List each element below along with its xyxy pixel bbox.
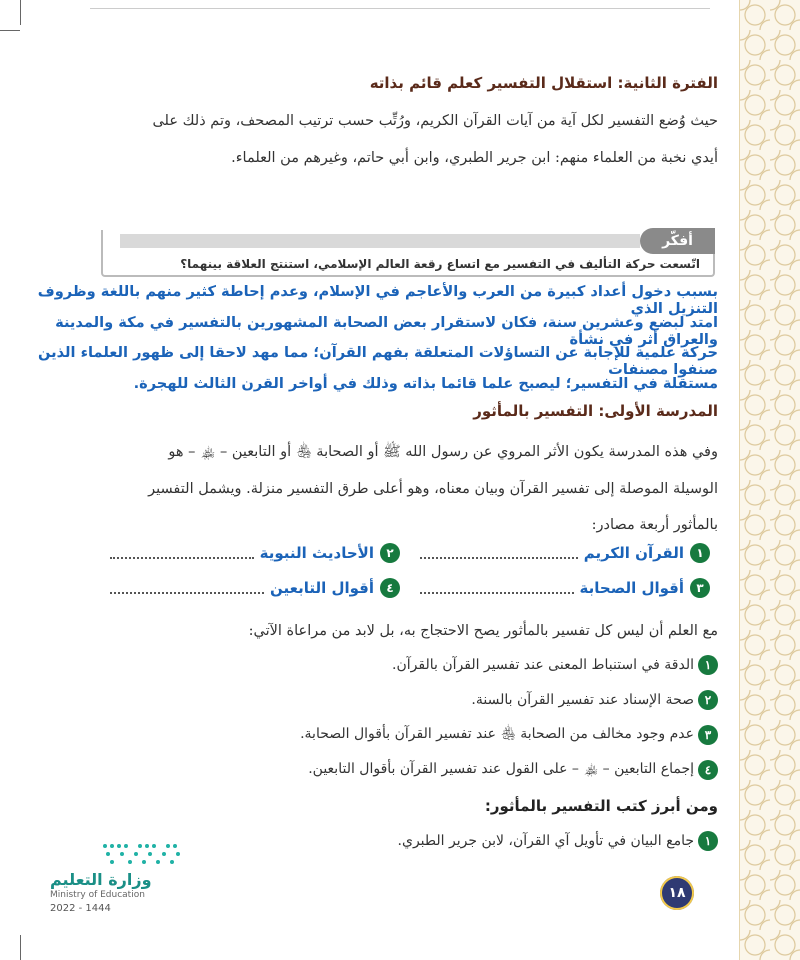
note-line: مع العلم أن ليس كل تفسير بالمأثور يصح الاحتجاج به، بل لابد من مراعاة الآتي:	[248, 623, 718, 639]
number-badge: ١	[690, 543, 710, 563]
answer-line: حركة علمية للإجابة عن التساؤلات المتعلقة بفهم القرآن؛ مما مهد لاحقا إلى ظهور العلماء الذين صنفوا مصنفات	[37, 344, 718, 378]
number-badge: ١	[698, 655, 718, 675]
source-item-2	[110, 542, 400, 564]
paragraph-line: حيث وُضع التفسير لكل آية من آيات القرآن الكريم، ورُتِّب حسب ترتيب المصحف، وتم ذلك على	[152, 113, 718, 129]
page-number: ١٨	[660, 876, 694, 910]
ministry-arabic: وزارة التعليم	[50, 870, 152, 889]
source-item-3	[420, 577, 710, 599]
dotted-line	[110, 582, 264, 594]
school-line: وفي هذه المدرسة يكون الأثر المروي عن رسول الله ﷺ أو الصحابة ﵃ أو التابعين – ﵏ – هو	[168, 444, 718, 460]
school-line: الوسيلة الموصلة إلى تفسير القرآن وبيان معناه، وهو أعلى طرق التفسير منزلة. ويشمل التفسير	[148, 481, 718, 497]
book-item	[398, 831, 718, 851]
condition-text: الدقة في استنباط المعنى عند تفسير القرآن بالقرآن.	[392, 657, 694, 673]
think-question: اتّسعت حركة التأليف في التفسير مع اتساع رقعة العالم الإسلامي، استنتج العلاقة بينهما؟	[180, 257, 700, 271]
condition-item	[300, 725, 718, 745]
dotted-line	[110, 547, 254, 559]
condition-item	[392, 655, 718, 675]
decorative-border	[739, 0, 800, 960]
number-badge: ٤	[698, 760, 718, 780]
dotted-line	[420, 582, 574, 594]
crop-mark	[0, 30, 20, 31]
condition-text: إجماع التابعين – ﵏ – على القول عند تفسير القرآن بأقوال التابعين.	[308, 761, 694, 777]
number-badge: ٣	[690, 578, 710, 598]
answer-line: امتد لبضع وعشرين سنة، فكان لاستقرار بعض الصحابة المشهورين بالتفسير في مكة والمدينة والعراق أثر في نشأة	[55, 314, 718, 348]
school-line: بالمأثور أربعة مصادر:	[591, 517, 718, 533]
crop-mark	[20, 935, 21, 960]
ministry-logo	[40, 840, 200, 920]
ministry-dots-icon	[100, 840, 190, 870]
number-badge: ٢	[380, 543, 400, 563]
condition-item	[308, 760, 718, 780]
number-badge: ٤	[380, 578, 400, 598]
source-answer: أقوال التابعين	[270, 579, 374, 597]
condition-text: صحة الإسناد عند تفسير القرآن بالسنة.	[471, 692, 694, 708]
source-item-1	[420, 542, 710, 564]
source-item-4	[110, 577, 400, 599]
condition-item	[471, 690, 718, 710]
top-rule	[90, 8, 710, 9]
think-tab: أفكّر	[640, 228, 715, 254]
answer-line: مستقلة في التفسير؛ ليصبح علما قائما بذاته وذلك في أواخر القرن الثالث للهجرة.	[133, 375, 718, 392]
source-answer: القرآن الكريم	[583, 544, 684, 562]
number-badge: ٣	[698, 725, 718, 745]
number-badge: ٢	[698, 690, 718, 710]
number-badge: ١	[698, 831, 718, 851]
ministry-english: Ministry of Education	[50, 890, 145, 900]
period-heading: الفترة الثانية: استقلال التفسير كعلم قائم بذاته	[369, 74, 718, 92]
school-heading: المدرسة الأولى: التفسير بالمأثور	[473, 402, 718, 420]
book-text: جامع البيان في تأويل آي القرآن، لابن جرير الطبري.	[397, 833, 694, 849]
source-answer: الأحاديث النبوية	[259, 544, 374, 562]
books-heading: ومن أبرز كتب التفسير بالمأثور:	[484, 797, 718, 815]
think-bar	[120, 234, 640, 248]
crop-mark	[20, 0, 21, 25]
condition-text: عدم وجود مخالف من الصحابة ﵃ عند تفسير القرآن بأقوال الصحابة.	[300, 726, 694, 742]
paragraph-line: أيدي نخبة من العلماء منهم: ابن جرير الطبري، وابن أبي حاتم، وغيرهم من العلماء.	[231, 150, 718, 166]
dotted-line	[420, 547, 578, 559]
source-answer: أقوال الصحابة	[579, 579, 684, 597]
answer-line: بسبب دخول أعداد كبيرة من العرب والأعاجم في الإسلام، وعدم إحاطة كثير منهم باللغة وظروف التنزيل الذي	[37, 283, 718, 317]
ministry-year: 2022 - 1444	[50, 903, 111, 914]
